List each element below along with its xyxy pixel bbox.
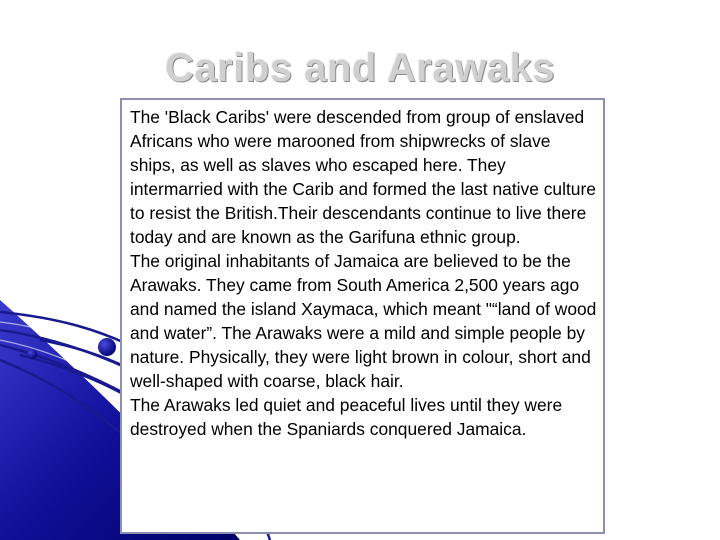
slide-title: Caribs and Arawaks bbox=[165, 46, 555, 90]
paragraph-arawaks-origin: The original inhabitants of Jamaica are believed to be the Arawaks. They came from South America 2,500 years ago and named the island Xaymaca, which meant "“land of wood and water”. The Arawaks were a mild and simple people by nature. Physically, they were light brown in colour, short and well-shaped with coarse, black hair. bbox=[130, 251, 597, 391]
decor-small-dot bbox=[27, 349, 37, 359]
paragraph-arawaks-fate: The Arawaks led quiet and peaceful lives until they were destroyed when the Spaniards conquered Jamaica. bbox=[130, 395, 563, 439]
decor-large-dot bbox=[98, 338, 116, 356]
body-text-box bbox=[120, 98, 605, 534]
paragraph-black-caribs: The 'Black Caribs' were descended from group of enslaved Africans who were marooned from shipwrecks of slave ships, as well as slaves who escaped here. They intermarried with the Carib and formed the last native culture to resist the British.Their descendants continue to live there today and are known as the Garifuna ethnic group. bbox=[130, 107, 596, 247]
